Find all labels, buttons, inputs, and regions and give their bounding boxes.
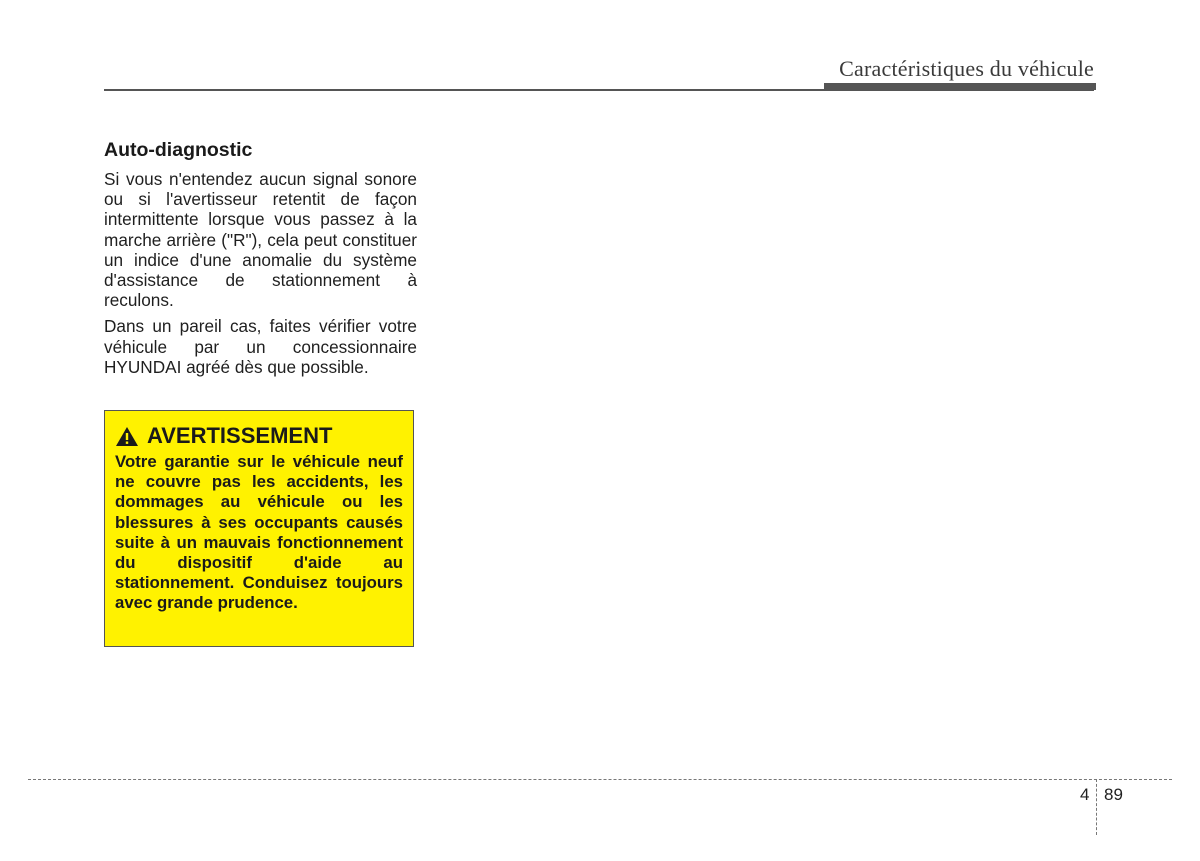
running-header-title: Caractéristiques du véhicule <box>839 56 1094 81</box>
footer-divider <box>1096 779 1097 835</box>
section-heading: Auto-diagnostic <box>104 139 253 161</box>
warning-title-text: AVERTISSEMENT <box>147 423 333 448</box>
page-number: 89 <box>1104 785 1123 804</box>
warning-box <box>104 410 414 647</box>
chapter-number: 4 <box>1080 785 1090 804</box>
footer-rule <box>28 779 1172 780</box>
paragraph: Si vous n'entendez aucun signal sonore ou si l'avertisseur retentit de façon intermittente lorsque vous passez à la marche arrière ("R"), cela peut constituer un indice d'une anomalie du système d'assistance de stationnement à reculons. <box>104 169 417 311</box>
auto-diagnostic-section <box>104 137 417 383</box>
warning-text: Votre garantie sur le véhicule neuf ne couvre pas les accidents, les dommages au véhicule ou les blessures à ses occupants causés suite à un mauvais fonctionnement du dispositif d'aide au stationnement. Conduisez toujours avec grande prudence. <box>115 452 403 613</box>
warning-triangle-icon <box>115 426 139 447</box>
paragraph: Dans un pareil cas, faites vérifier votre véhicule par un concessionnaire HYUNDAI agréé dès que possible. <box>104 316 417 377</box>
header-rule-accent <box>824 83 1096 90</box>
warning-title <box>115 422 403 450</box>
